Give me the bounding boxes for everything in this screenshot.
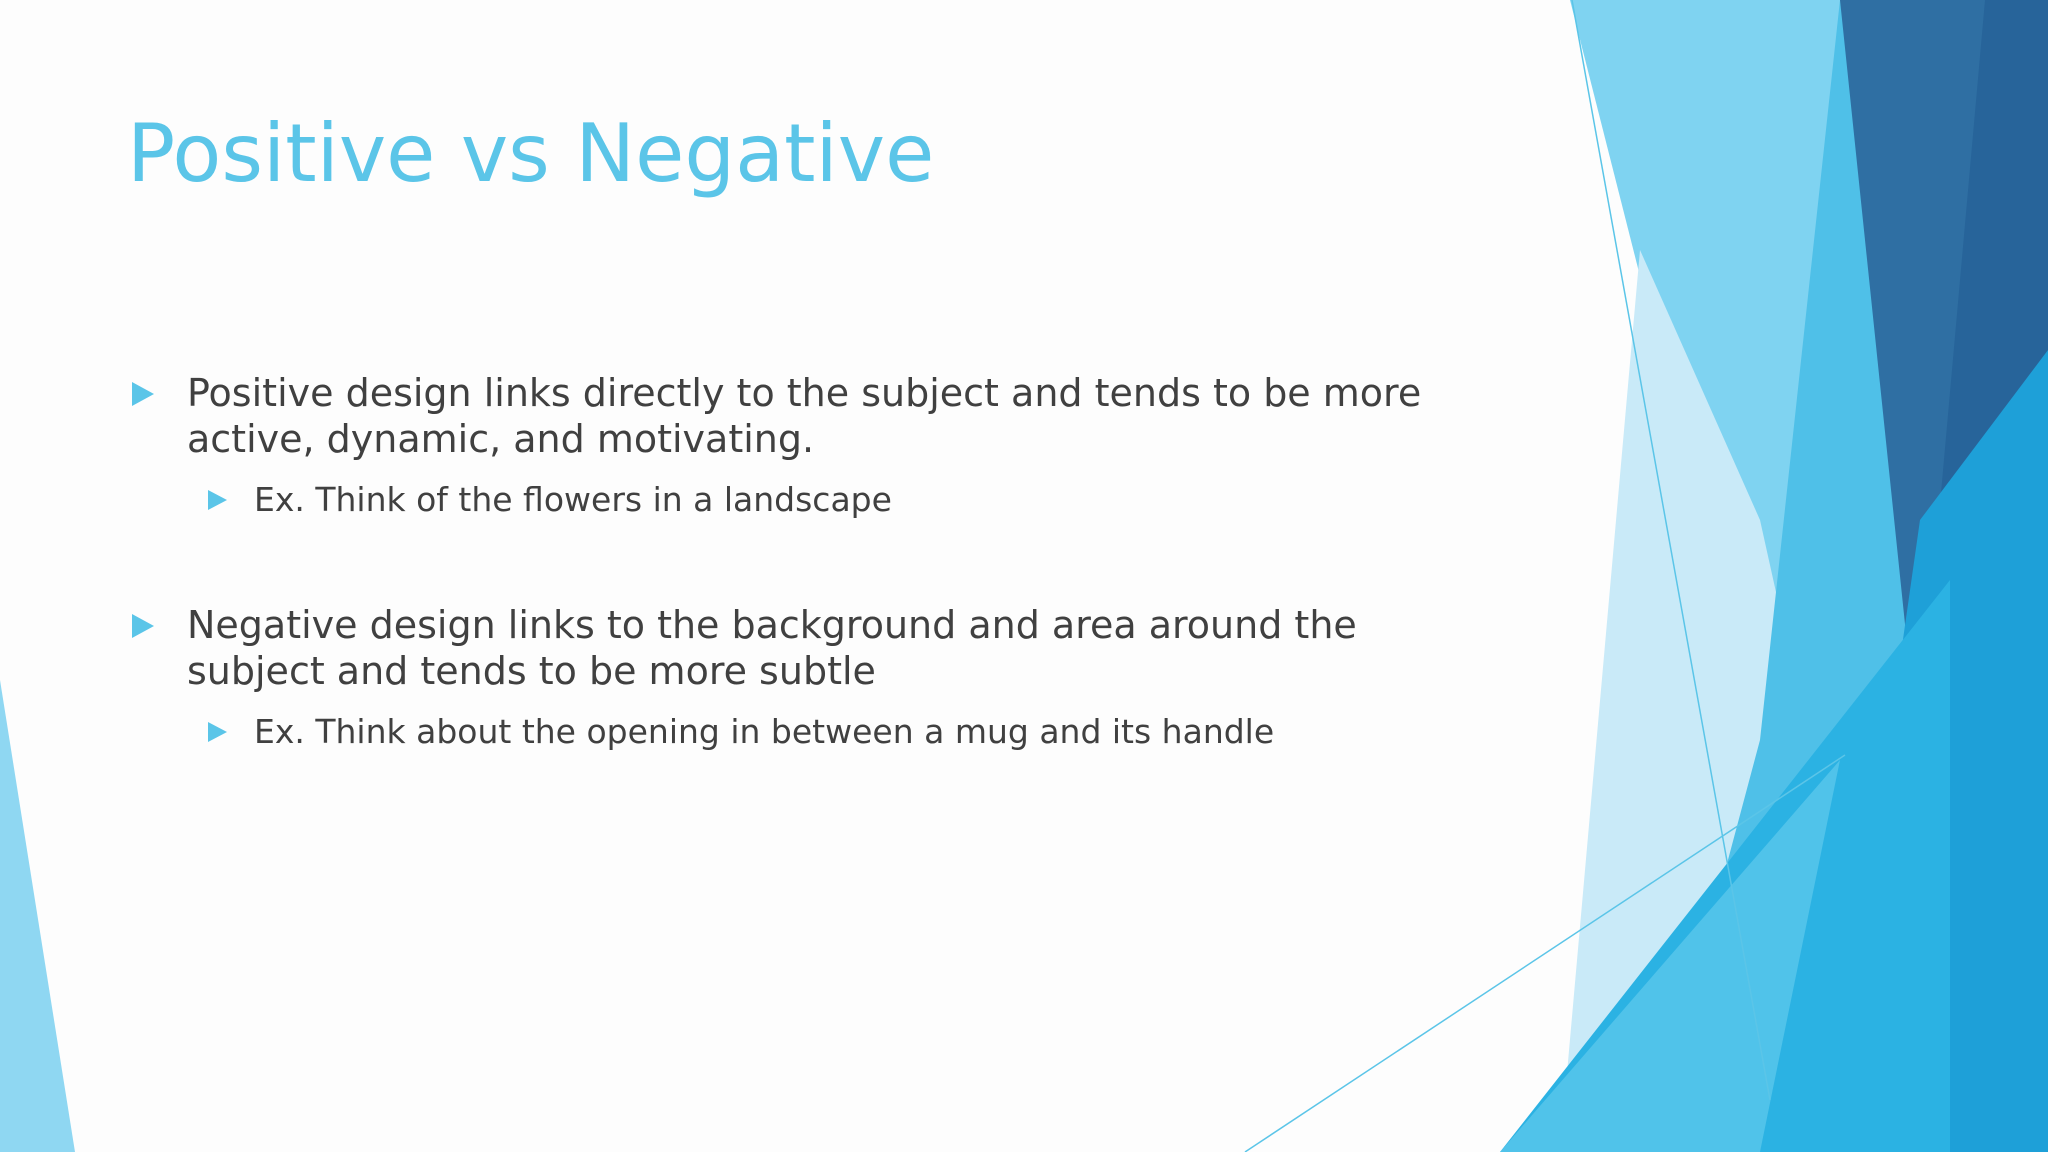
triangle-right-icon <box>208 722 227 742</box>
bullet-item-positive <box>130 370 1480 462</box>
bullet-item-negative <box>130 602 1480 694</box>
triangle-right-icon <box>132 382 154 406</box>
sub-bullet-item-negative <box>208 712 1480 752</box>
triangle-right-icon <box>208 490 227 510</box>
slide-title: Positive vs Negative <box>127 107 935 200</box>
triangle-right-icon <box>132 614 154 638</box>
sub-bullet-item-positive <box>208 480 1480 520</box>
bullet-text: Negative design links to the background and area around the subject and tends to be more subtle <box>187 603 1357 693</box>
sub-bullet-text: Ex. Think about the opening in between a mug and its handle <box>254 712 1275 751</box>
sub-bullet-text: Ex. Think of the flowers in a landscape <box>254 480 892 519</box>
bullet-text: Positive design links directly to the subject and tends to be more active, dynamic, and motivating. <box>187 371 1422 461</box>
left-sliver-shape <box>0 680 75 1152</box>
slide-content <box>130 370 1480 752</box>
spacer <box>130 520 1480 602</box>
